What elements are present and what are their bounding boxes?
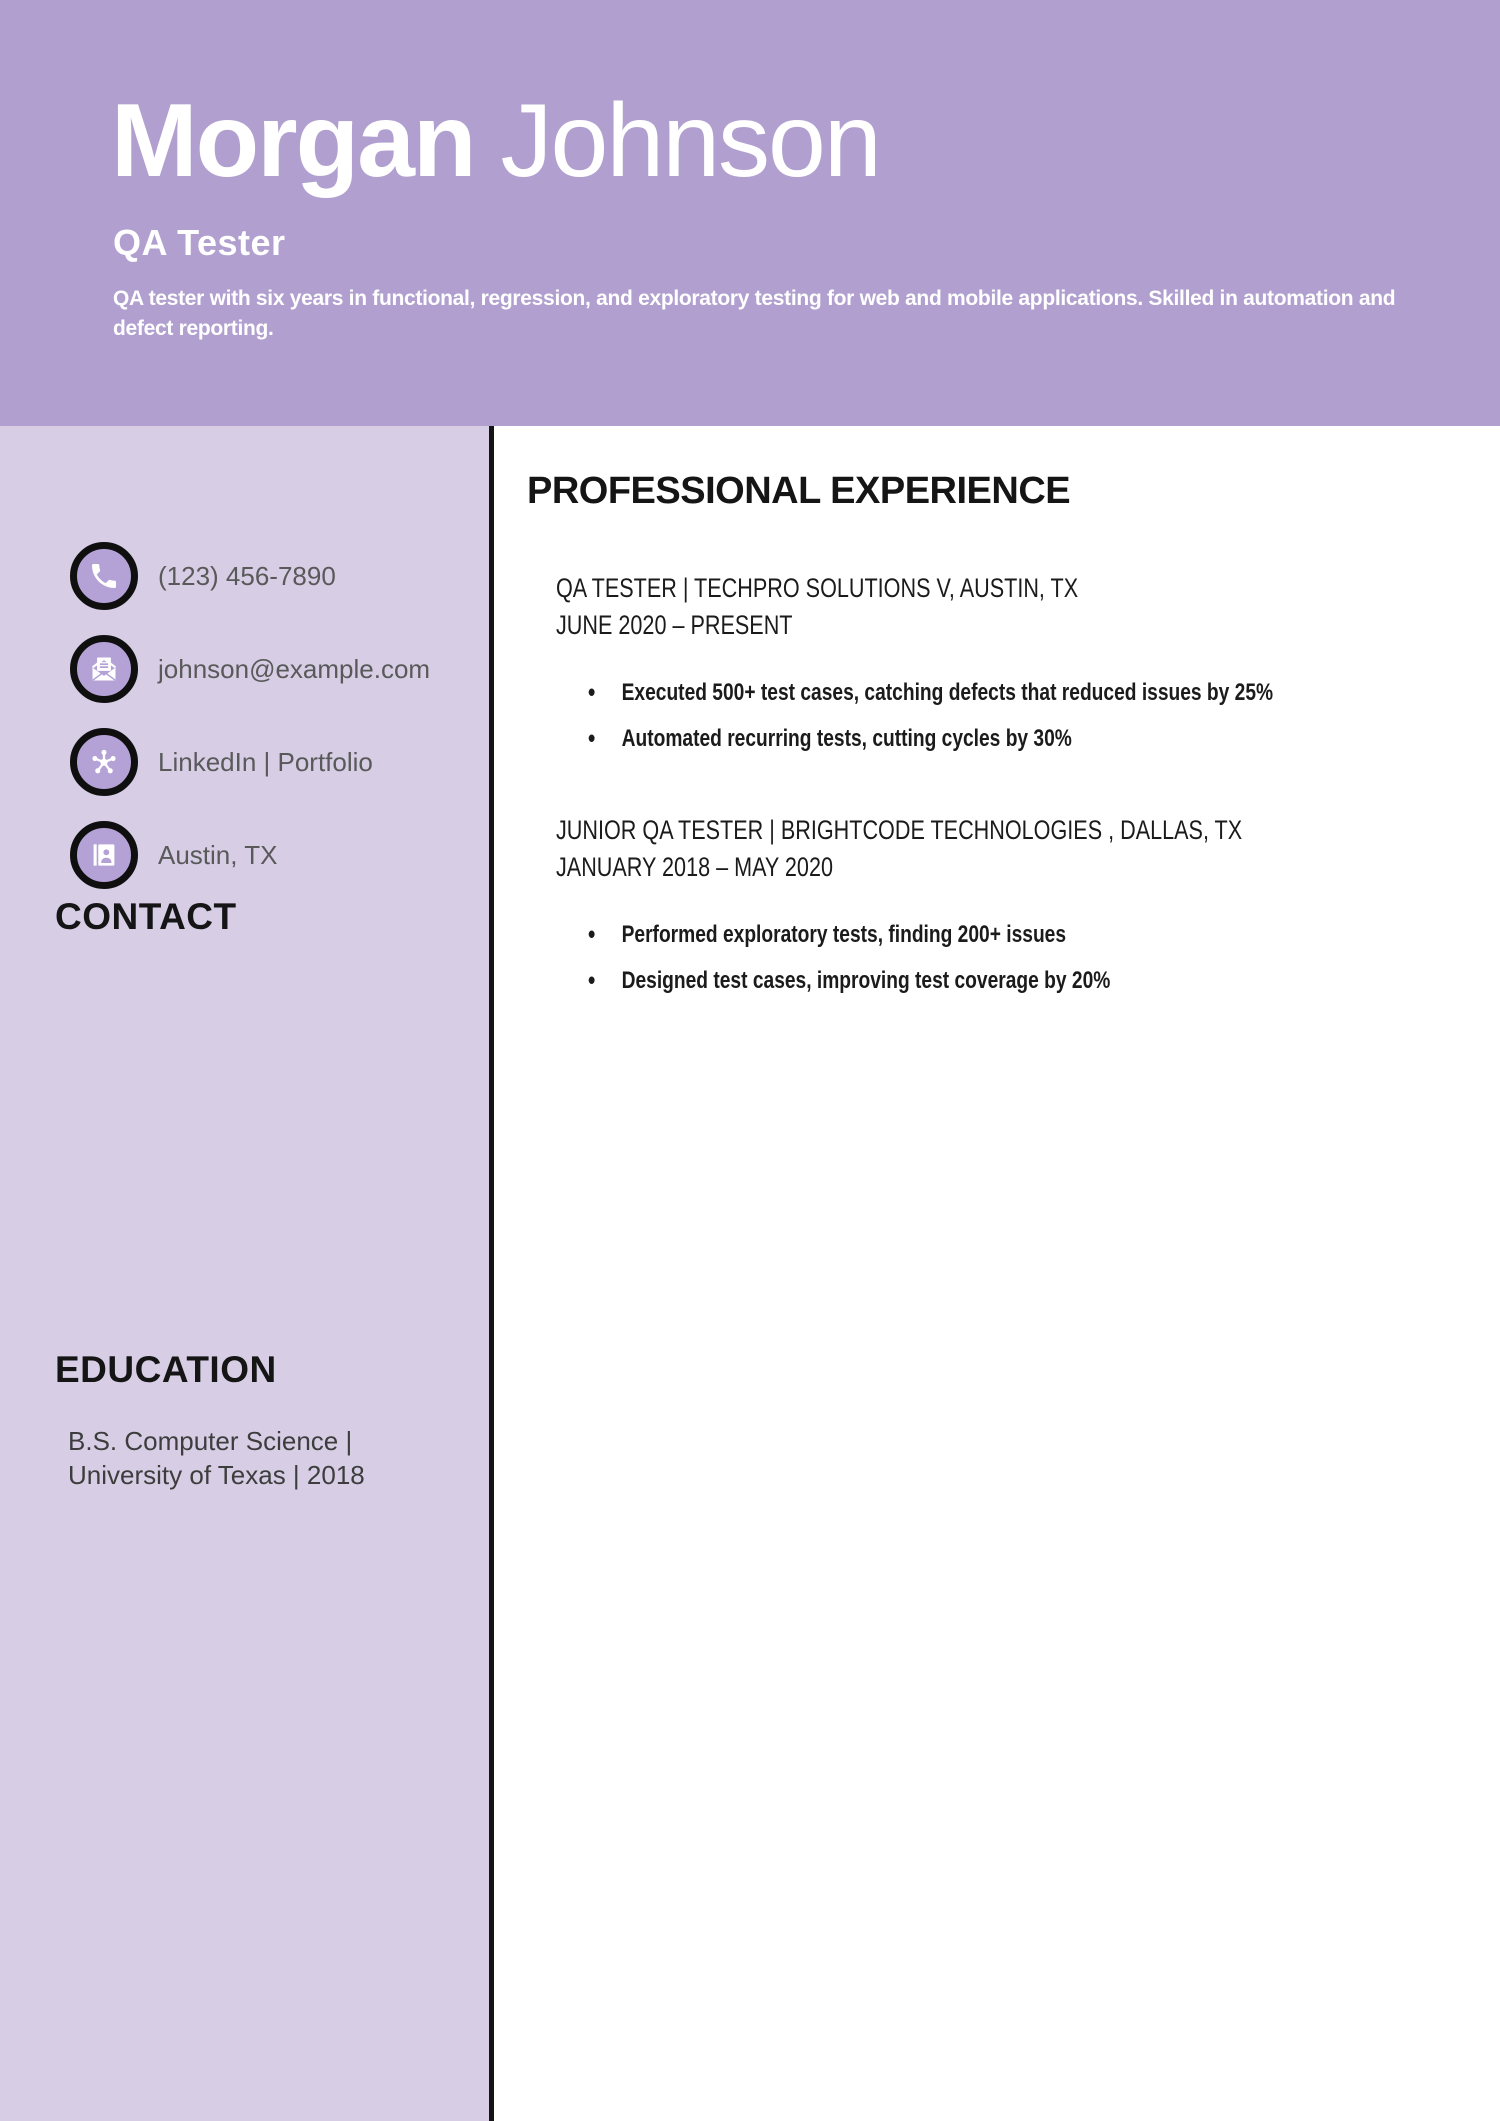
experience-heading: PROFESSIONAL EXPERIENCE <box>527 470 1071 512</box>
job-dates: JANUARY 2018 – MAY 2020 <box>556 852 833 882</box>
bullet-item <box>588 916 1310 953</box>
contact-item-location <box>70 821 277 889</box>
first-name: Morgan <box>111 83 475 199</box>
contact-heading: CONTACT <box>55 896 237 937</box>
bullet-item <box>588 962 1310 999</box>
job-entry <box>556 812 1468 1008</box>
job-header <box>556 570 1468 644</box>
location-text: Austin, TX <box>158 839 278 870</box>
contact-item-email <box>70 635 430 703</box>
bullet-text: • Automated recurring tests, cutting cycles by 30% <box>621 725 1072 752</box>
network-icon <box>70 728 138 796</box>
bullet-item <box>588 720 1310 757</box>
experience-column <box>494 426 1500 2121</box>
links-text: LinkedIn | Portfolio <box>158 746 373 777</box>
profile-summary: QA tester with six years in functional, regression, and exploratory testing for web and mobile applications. Skilled in automation and defect reporting. <box>113 287 1396 340</box>
phone-icon <box>70 542 138 610</box>
job-header <box>556 812 1468 886</box>
education-entry <box>68 1424 365 1492</box>
contact-card-icon <box>70 821 138 889</box>
phone-number: (123) 456-7890 <box>158 560 336 591</box>
last-name: Johnson <box>500 83 880 199</box>
sidebar <box>0 426 490 2121</box>
job-bullets <box>588 674 1310 757</box>
candidate-name <box>111 83 880 199</box>
job-dates: JUNE 2020 – PRESENT <box>556 610 793 640</box>
resume-header <box>0 0 1500 426</box>
education-line-2: University of Texas | 2018 <box>68 1460 365 1490</box>
contact-item-links <box>70 728 373 796</box>
contact-item-phone <box>70 542 336 610</box>
job-entry <box>556 570 1468 766</box>
job-title-line: JUNIOR QA TESTER | BRIGHTCODE TECHNOLOGIES , DALLAS, TX <box>556 815 1243 845</box>
job-title-line: QA TESTER | TECHPRO SOLUTIONS V, AUSTIN, TX <box>556 573 1079 603</box>
email-address: johnson@example.com <box>158 653 431 684</box>
bullet-text: • Performed exploratory tests, finding 200+ issues <box>621 921 1067 948</box>
education-line-1: B.S. Computer Science | <box>68 1426 353 1456</box>
bullet-text: • Designed test cases, improving test coverage by 20% <box>621 967 1111 994</box>
education-heading: EDUCATION <box>55 1349 277 1390</box>
bullet-text: • Executed 500+ test cases, catching defects that reduced issues by 25% <box>621 679 1274 706</box>
job-title: QA Tester <box>113 222 286 263</box>
bullet-item <box>588 674 1310 711</box>
email-icon <box>70 635 138 703</box>
job-bullets <box>588 916 1310 999</box>
